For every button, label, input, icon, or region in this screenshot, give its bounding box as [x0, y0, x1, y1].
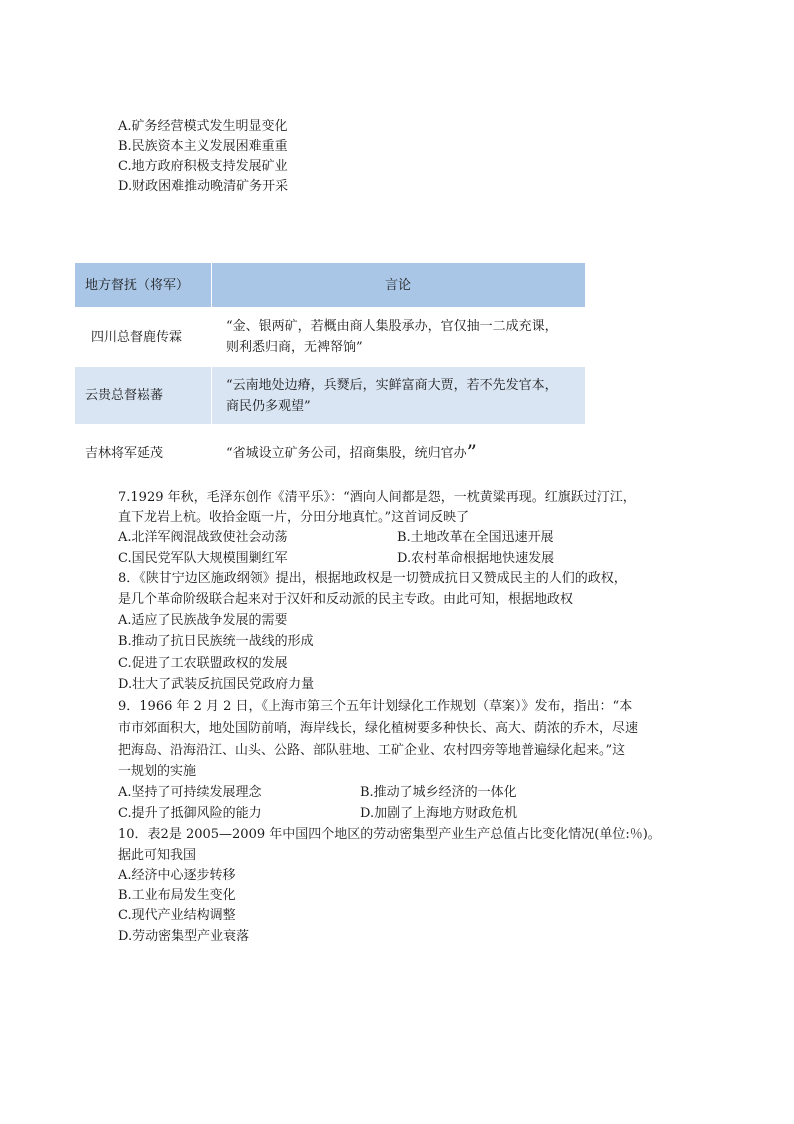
q9-option-c: C.提升了抵御风险的能力	[118, 806, 262, 821]
q8-stem-line: 是几个革命阶级联合起来对于汉奸和反动派的民主专政。由此可知，根据地政权	[118, 592, 574, 607]
q10-option-a: A.经济中心逐步转移	[118, 868, 236, 883]
option-d: D.财政困难推动晚清矿务开采	[118, 179, 289, 194]
q8-option-a: A.适应了民族战争发展的需要	[118, 613, 288, 628]
statement-line: “省城设立矿务公司，招商集股，统归官办	[226, 446, 467, 461]
q9-stem-line: 把海岛、沿海沿江、山头、公路、部队驻地、工矿企业、农村四旁等地普遍绿化起来。”这	[118, 743, 626, 758]
q8-option-c: C.促进了工农联盟政权的发展	[118, 656, 288, 671]
q9-option-a: A.坚持了可持续发展理念	[118, 785, 262, 800]
statement-line: “云南地处边瘠，兵燹后，实鲜富商大贾，若不先发官本，	[226, 377, 558, 393]
q7-option-a: A.北洋军阀混战致使社会动荡	[118, 530, 288, 545]
statement	[212, 367, 586, 424]
q10-option-d: D.劳动密集型产业衰落	[118, 929, 250, 944]
official-name: 云贵总督崧蕃	[75, 367, 212, 424]
officials-statements-table	[75, 263, 585, 482]
q10-option-b: B.工业布局发生变化	[118, 888, 236, 903]
q10-stem-line: 据此可知我国	[118, 848, 197, 863]
statement	[212, 424, 586, 482]
table-header-row	[75, 263, 585, 307]
q9-option-d: D.加剧了上海地方财政危机	[360, 806, 518, 821]
header-official: 地方督抚（将军）	[75, 263, 212, 307]
table-row	[75, 367, 585, 424]
previous-question-options	[118, 117, 288, 197]
statement-line: 则利悉归商，无裨帑饷”	[226, 340, 363, 355]
official-name: 四川总督鹿传霖	[75, 307, 212, 367]
q8-option-d: D.壮大了武装反抗国民党政府力量	[118, 677, 315, 692]
table-row	[75, 307, 585, 367]
q10-stem-line: 10．表2是 2005—2009 年中国四个地区的劳动密集型产业生产总值占比变化情况(单位:％)。	[118, 827, 661, 842]
q9-stem-line: 一规划的实施	[118, 764, 197, 779]
header-statement: 言论	[212, 263, 586, 307]
statement-line: 商民仍多观望”	[226, 398, 311, 414]
q10-option-c: C.现代产业结构调整	[118, 908, 236, 923]
q9-stem-line: 9．1966 年 2 月 2 日，《上海市第三个五年计划绿化工作规划（草案）》发布，指出：“本	[118, 699, 633, 714]
q7-stem-line: 7.1929 年秋，毛泽东创作《清平乐》：“酒向人间都是怨，一枕黄粱再现。红旗跃过汀江，	[118, 490, 636, 505]
q7-option-c: C.国民党军队大规模围剿红军	[118, 551, 288, 566]
option-c: C.地方政府积极支持发展矿业	[118, 159, 288, 174]
statement	[212, 307, 586, 367]
q8-option-b: B.推动了抗日民族统一战线的形成	[118, 634, 314, 649]
table-row	[75, 424, 585, 482]
q8-stem-line: 8．《陕甘宁边区施政纲领》提出，根据地政权是一切赞成抗日又赞成民主的人们的政权，	[118, 571, 627, 586]
q7-option-d: D.农村革命根据地快速发展	[397, 551, 555, 566]
q7-stem-line: 直下龙岩上杭。收拾金瓯一片，分田分地真忙。”这首词反映了	[118, 510, 470, 525]
closing-quote: ”	[466, 440, 477, 464]
q9-stem-line: 市市郊面积大，地处国防前哨，海岸线长，绿化植树要多种快长、高大、荫浓的乔木，尽速	[118, 721, 639, 736]
option-b: B.民族资本主义发展困难重重	[118, 139, 288, 154]
option-a: A.矿务经营模式发生明显变化	[118, 119, 288, 134]
statement-line: “金、银两矿，若概由商人集股承办，官仅抽一二成充课，	[226, 319, 558, 334]
official-name: 吉林将军延茂	[75, 424, 212, 482]
q9-option-b: B.推动了城乡经济的一体化	[360, 785, 517, 800]
q7-option-b: B.土地改革在全国迅速开展	[397, 530, 554, 545]
